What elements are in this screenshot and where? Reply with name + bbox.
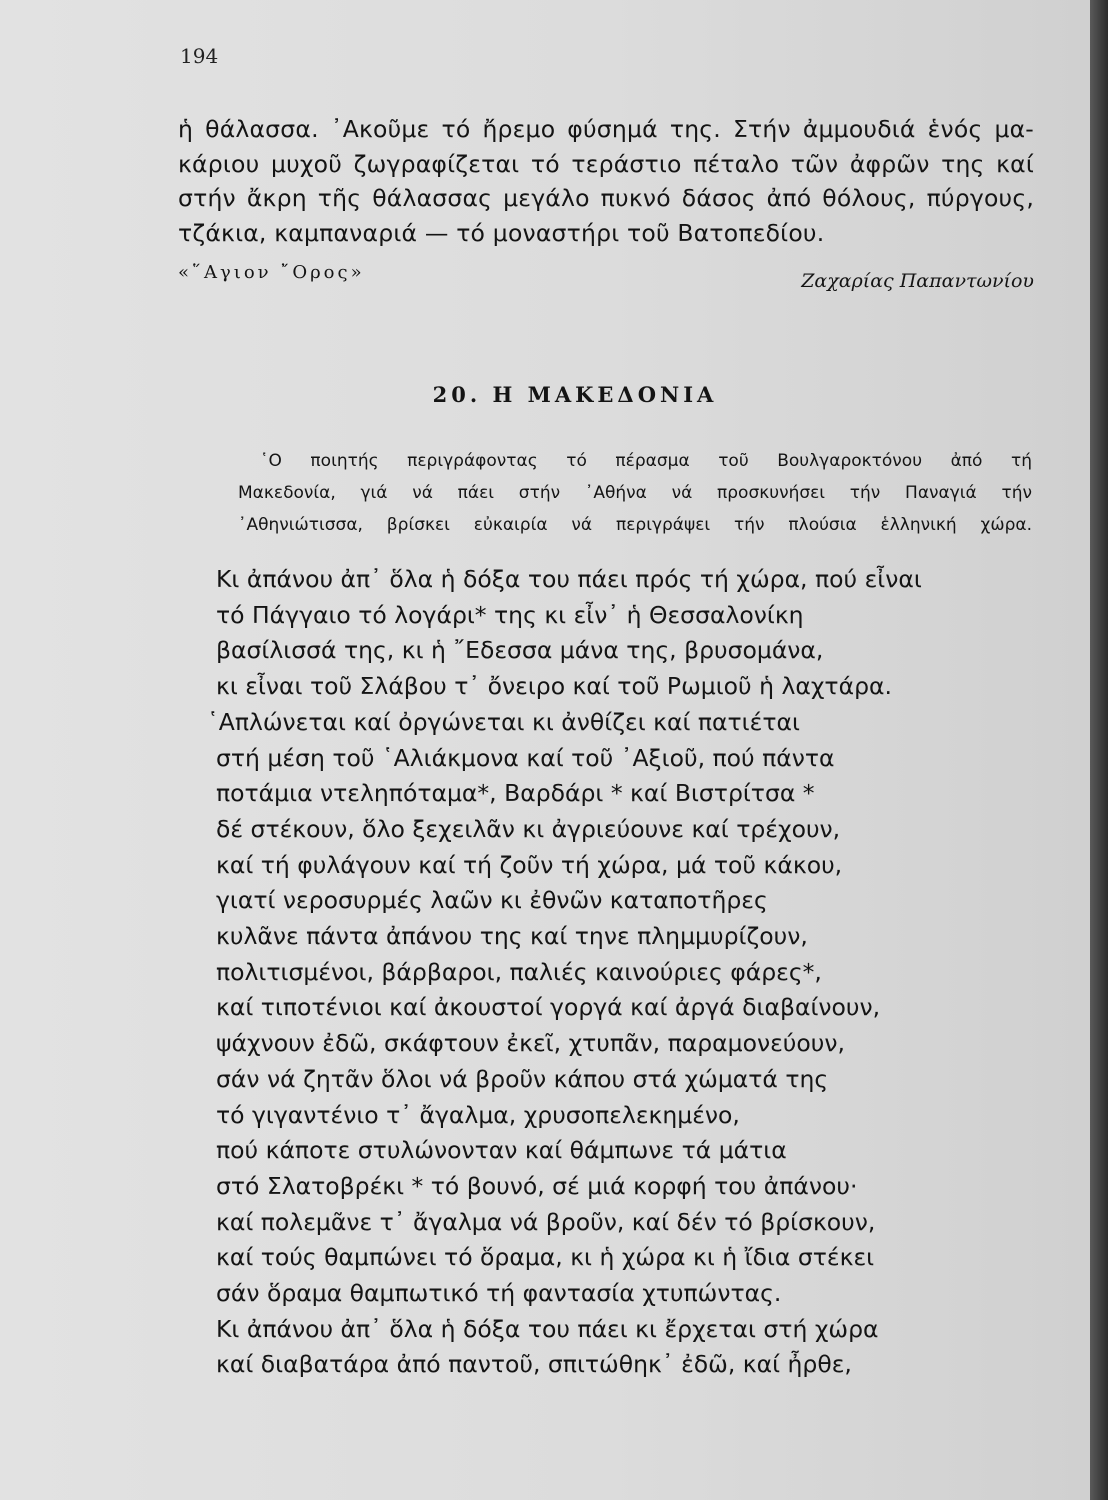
poem-line: πολιτισμένοι, βάρβαροι, παλιές καινούριες φάρες*,: [216, 957, 822, 986]
prose-line: ἡ θάλασσα. ᾿Ακοῦμε τό ἤρεμο φύσημά της. Στήν ἀμμουδιά ἑνός μα-: [178, 115, 1034, 143]
poem-line: κυλᾶνε πάντα ἀπάνου της καί τηνε πλημμυρίζουν,: [216, 922, 808, 951]
poem-line: βασίλισσά της, κι ἡ ῎Εδεσσα μάνα της, βρυσομάνα,: [216, 636, 824, 665]
intro-line: ᾿Αθηνιώτισσα, βρίσκει εὐκαιρία νά περιγράψει τήν πλούσια ἑλληνική χώρα.: [238, 515, 1032, 535]
prose-line: στήν ἄκρη τῆς θάλασσας μεγάλο πυκνό δάσος ἀπό θόλους, πύργους,: [178, 184, 1034, 212]
intro-line: Μακεδονία, γιά νά πάει στήν ᾿Αθήνα νά προσκυνήσει τήν Παναγιά τήν: [238, 483, 1032, 503]
poem-line: Κι ἀπάνου ἀπ᾿ ὅλα ἡ δόξα του πάει κι ἔρχεται στή χώρα: [216, 1314, 879, 1343]
poem-line: καί τούς θαμπώνει τό ὅραμα, κι ἡ χώρα κι ἡ ἴδια στέκει: [216, 1243, 875, 1272]
prose-paragraph: [178, 112, 1034, 250]
poem-line: δέ στέκουν, ὅλο ξεχειλᾶν κι ἀγριεύουνε καί τρέχουν,: [216, 814, 841, 843]
poem-line: κι εἶναι τοῦ Σλάβου τ᾿ ὄνειρο καί τοῦ Ρωμιοῦ ἡ λαχτάρα.: [216, 672, 892, 701]
poem-line: στό Σλατοβρέκι * τό βουνό, σέ μιά κορφή του ἀπάνου·: [216, 1171, 858, 1200]
page-edge-shadow: [1090, 0, 1108, 1500]
poem-line: καί τιποτένιοι καί ἀκουστοί γοργά καί ἀργά διαβαίνουν,: [216, 993, 881, 1022]
prose-line: τζάκια, καμπαναριά — τό μοναστήρι τοῦ Βατοπεδίου.: [178, 218, 825, 247]
poem-line: ῾Απλώνεται καί ὀργώνεται κι ἀνθίζει καί πατιέται: [207, 707, 800, 736]
source-work-title: «῞Αγιον ῎Ορος»: [178, 262, 365, 283]
poem: [207, 562, 1036, 1383]
poem-line: ψάχνουν ἐδῶ, σκάφτουν ἐκεῖ, χτυπᾶν, παραμονεύουν,: [216, 1029, 845, 1058]
section-heading: 20. Η ΜΑΚΕΔΟΝΙΑ: [432, 382, 718, 407]
page-number: 194: [180, 44, 219, 68]
source-author: Ζαχαρίας Παπαντωνίου: [801, 270, 1034, 292]
poem-line: τό Πάγγαιο τό λογάρι* της κι εἶν᾿ ἡ Θεσσαλονίκη: [216, 600, 804, 629]
poem-line: καί τή φυλάγουν καί τή ζοῦν τή χώρα, μά τοῦ κάκου,: [216, 850, 843, 879]
poem-line: καί πολεμᾶνε τ᾿ ἄγαλμα νά βροῦν, καί δέν τό βρίσκουν,: [216, 1207, 876, 1236]
poem-line: τό γιγαντένιο τ᾿ ἄγαλμα, χρυσοπελεκημένο,: [216, 1100, 740, 1129]
poem-line: ποτάμια ντεληπόταμα*, Βαρδάρι * καί Βιστρίτσα *: [216, 779, 815, 808]
poem-line: στή μέση τοῦ ῾Αλιάκμονα καί τοῦ ᾿Αξιοῦ, πού πάντα: [216, 743, 835, 772]
poem-line: σάν ὅραμα θαμπωτικό τή φαντασία χτυπώντας.: [216, 1279, 782, 1308]
section-intro: [238, 445, 1032, 541]
poem-line: καί διαβατάρα ἀπό παντοῦ, σπιτώθηκ᾿ ἐδῶ, καί ἦρθε,: [216, 1350, 852, 1379]
poem-line: πού κάποτε στυλώνονταν καί θάμπωνε τά μάτια: [216, 1136, 787, 1165]
prose-line: κάριου μυχοῦ ζωγραφίζεται τό τεράστιο πέταλο τῶν ἀφρῶν της καί: [178, 149, 1034, 178]
poem-line: Κι ἀπάνου ἀπ᾿ ὅλα ἡ δόξα του πάει πρός τή χώρα, πού εἶναι: [216, 565, 922, 593]
poem-line: γιατί νεροσυρμές λαῶν κι ἐθνῶν καταποτῆρες: [216, 886, 768, 915]
poem-line: σάν νά ζητᾶν ὅλοι νά βροῦν κάπου στά χώματά της: [216, 1064, 829, 1093]
intro-line: ῾Ο ποιητής περιγράφοντας τό πέρασμα τοῦ Βουλγαροκτόνου ἀπό τή: [260, 451, 1032, 471]
